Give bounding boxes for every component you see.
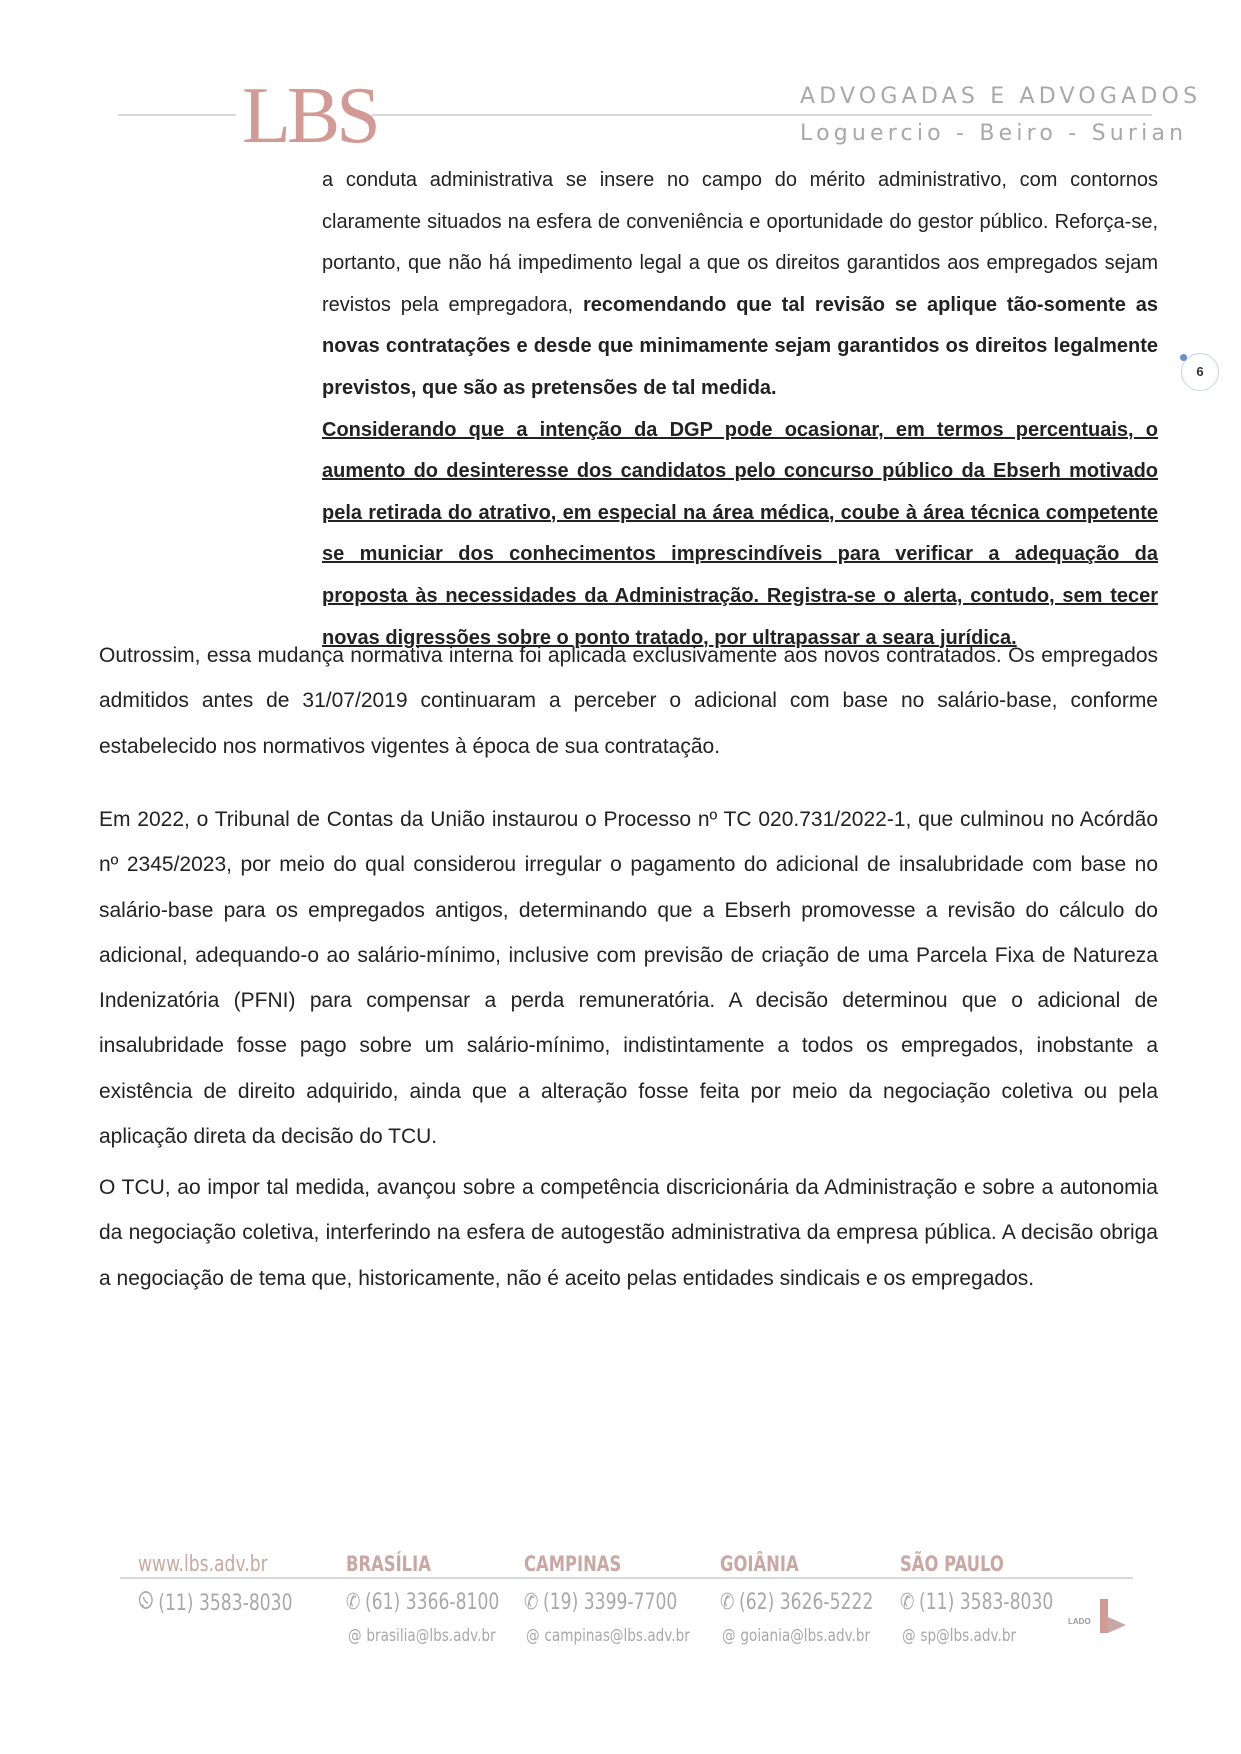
- header-rule-right: [372, 114, 1152, 116]
- office-phone-sao-paulo: [900, 1590, 1053, 1615]
- phone-icon: ✆: [346, 1590, 361, 1615]
- quoted-block: [322, 160, 1158, 659]
- office-email-sao-paulo[interactable]: [902, 1626, 1016, 1646]
- at-icon: @: [526, 1626, 540, 1646]
- office-email-goiania[interactable]: [722, 1626, 870, 1646]
- phone-number: (61) 3366-8100: [365, 1590, 500, 1615]
- office-phone-brasilia: [346, 1590, 499, 1615]
- office-city-campinas: CAMPINAS: [524, 1552, 622, 1576]
- phone-number: (62) 3626-5222: [739, 1590, 874, 1615]
- quote-paragraph-2: Considerando que a intenção da DGP pode ocasionar, em termos percentuais, o aumento do desinteresse dos candidatos pelo concurso público da Ebserh motivado pela retirada do atrativo, em especial na área médica, coube à área técnica competente se municiar dos conhecimentos imprescindíveis para verificar a adequação da proposta às necessidades da Administração. Registra-se o alerta, contudo, sem tecer novas digressões sobre o ponto tratado, por ultrapassar a seara jurídica.: [322, 418, 1158, 649]
- office-city-brasilia: BRASÍLIA: [346, 1552, 431, 1576]
- office-city-goiania: GOIÂNIA: [720, 1552, 799, 1576]
- email-address: sp@lbs.adv.br: [920, 1626, 1017, 1646]
- phone-icon: ✆: [720, 1590, 735, 1615]
- body-paragraph-3: O TCU, ao impor tal medida, avançou sobre a competência discricionária da Administração e sobre a autonomia da negociação coletiva, interferindo na esfera de autogestão administrativa da empresa pública. A decisão obriga a negociação de tema que, historicamente, não é aceito pelas entidades sindicais e os empregados.: [99, 1176, 1158, 1290]
- at-icon: @: [722, 1626, 736, 1646]
- email-address: goiania@lbs.adv.br: [740, 1626, 871, 1646]
- footer-main-phone: [138, 1590, 293, 1616]
- phone-icon: ✆: [900, 1590, 915, 1615]
- office-email-brasilia[interactable]: [348, 1626, 496, 1646]
- at-icon: @: [348, 1626, 362, 1646]
- phone-number: (11) 3583-8030: [919, 1590, 1054, 1615]
- body-paragraph-1: Outrossim, essa mudança normativa interna foi aplicada exclusivamente aos novos contratados. Os empregados admitidos antes de 31/07/2019 continuaram a perceber o adicional com base no salário-base, conforme estabelecido nos normativos vigentes à época de sua contratação.: [99, 644, 1158, 758]
- page-number: 6: [1181, 353, 1219, 391]
- email-address: campinas@lbs.adv.br: [544, 1626, 690, 1646]
- page-number-dot: [1180, 354, 1187, 361]
- body-paragraph-2: Em 2022, o Tribunal de Contas da União instaurou o Processo nº TC 020.731/2022-1, que culminou no Acórdão nº 2345/2023, por meio do qual considerou irregular o pagamento do adicional de insalubridade com base no salário-base para os empregados antigos, determinando que a Ebserh promovesse a revisão do cálculo do adicional, adequando-o ao salário-mínimo, inclusive com previsão de criação de uma Parcela Fixa de Natureza Indenizatória (PFNI) para compensar a perda remuneratória. A decisão determinou que o adicional de insalubridade fosse pago sobre um salário-mínimo, indistintamente a todos os empregados, inobstante a existência de direito adquirido, ainda que a alteração fosse feita por meio da negociação coletiva ou pela aplicação direta da decisão do TCU.: [99, 808, 1158, 1149]
- quote-paragraph-1: [322, 160, 1158, 410]
- at-icon: @: [902, 1626, 916, 1646]
- quote-text: a conduta administrativa se insere no campo do mérito administrativo, com contornos claramente situados na esfera de conveniência e oportunidade do gestor público. Reforça-se, portanto, que não há impedimento legal a que os direitos garantidos aos empregados sejam revistos pela empregadora,: [322, 169, 1158, 316]
- office-phone-campinas: [524, 1590, 677, 1615]
- firm-partners: Loguercio - Beiro - Surian: [800, 121, 1188, 146]
- office-city-sao-paulo: SÃO PAULO: [900, 1552, 1004, 1576]
- office-email-campinas[interactable]: [526, 1626, 690, 1646]
- main-phone-number: (11) 3583-8030: [158, 1591, 293, 1616]
- whatsapp-icon: [138, 1590, 154, 1616]
- lado-logo-icon: [1098, 1597, 1128, 1640]
- footer-rule: [120, 1577, 1133, 1579]
- quote-bold-text: recomendando que tal revisão se aplique tão-somente as novas contratações e desde que minimamente sejam garantidos os direitos legalmente previstos, que são as pretensões de tal medida.: [322, 293, 1158, 399]
- firm-name: ADVOGADAS E ADVOGADOS: [800, 84, 1202, 109]
- header-rule-left: [118, 114, 236, 116]
- phone-icon: ✆: [524, 1590, 539, 1615]
- phone-number: (19) 3399-7700: [543, 1590, 678, 1615]
- logo: LBS: [242, 72, 377, 160]
- email-address: brasilia@lbs.adv.br: [366, 1626, 496, 1646]
- lado-label: LADO: [1068, 1617, 1091, 1626]
- office-phone-goiania: [720, 1590, 873, 1615]
- footer-website[interactable]: www.lbs.adv.br: [138, 1552, 268, 1577]
